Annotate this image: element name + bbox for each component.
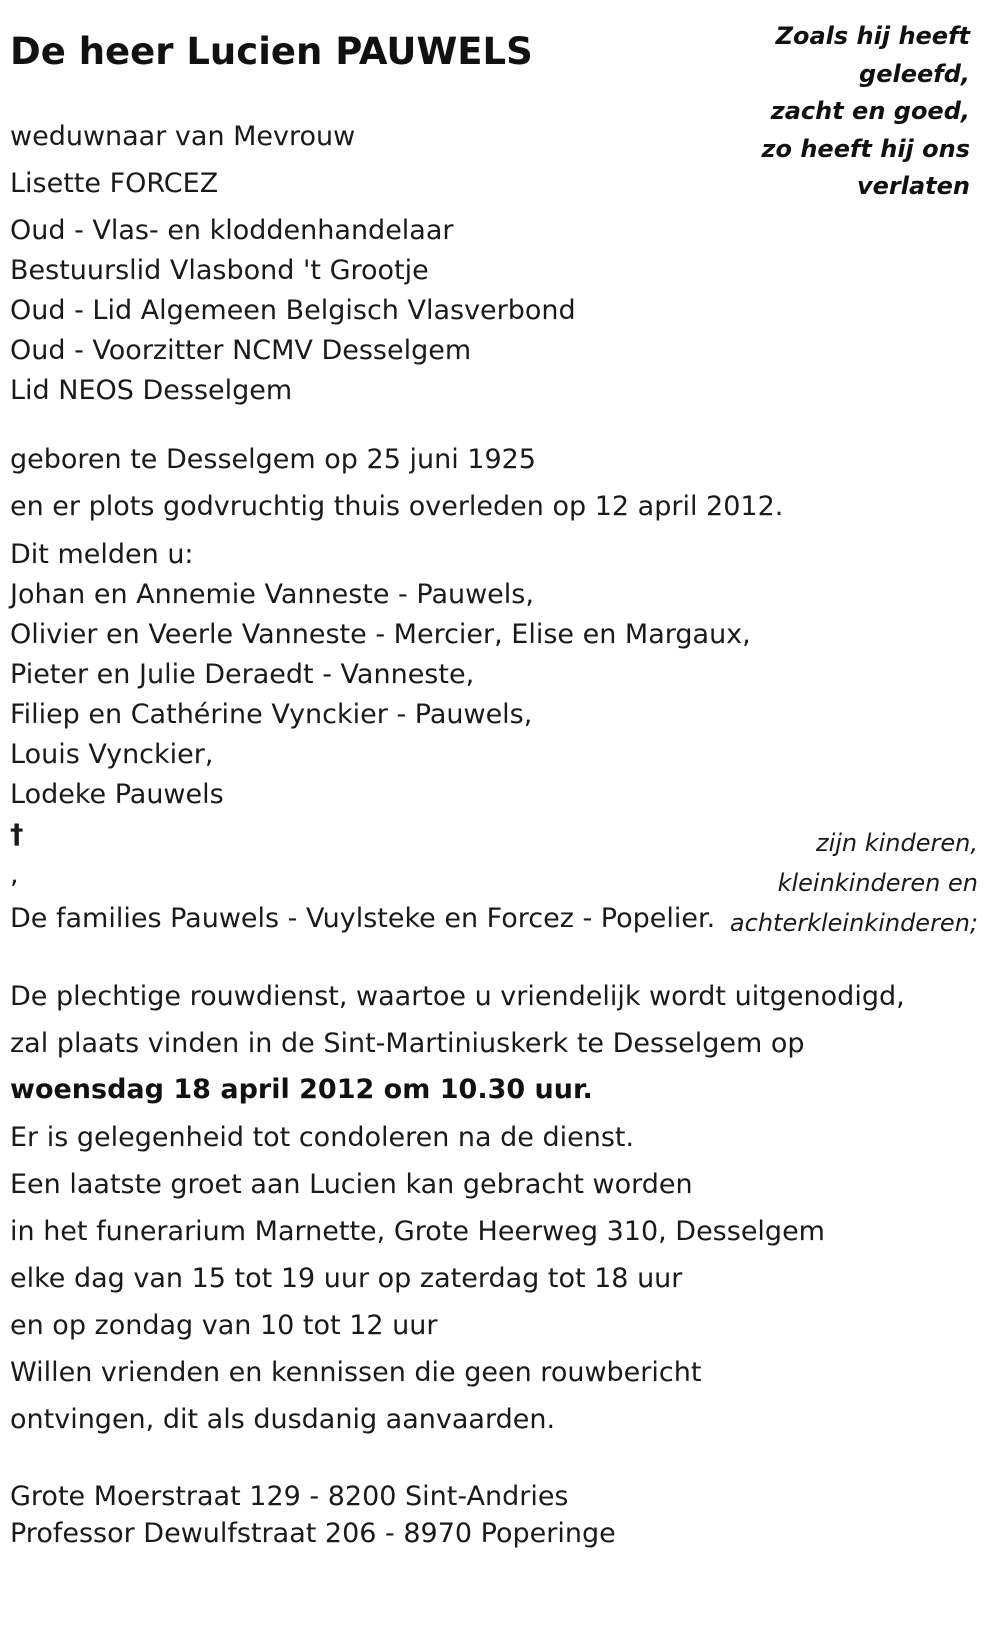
motto-line: zo heeft hij ons — [761, 134, 970, 163]
motto-line: zacht en goed, — [770, 97, 970, 125]
announcer-item: Filiep en Cathérine Vynckier - Pauwels, — [10, 699, 533, 730]
relation-line: achterkleinkinderen; — [729, 909, 978, 937]
relation-line: kleinkinderen en — [777, 869, 978, 897]
relation-line: zijn kinderen, — [815, 829, 978, 857]
motto-line: Zoals hij heeft — [775, 22, 970, 50]
announcer-item-deceased — [10, 775, 751, 895]
announcer-item: Louis Vynckier, — [10, 739, 214, 770]
title-item: Oud - Vlas- en kloddenhandelaar — [10, 215, 454, 246]
motto-quote — [762, 18, 970, 206]
service-line: Willen vrienden en kennissen die geen rouwbericht — [10, 1357, 702, 1388]
service-line: ontvingen, dit als dusdanig aanvaarden. — [10, 1404, 556, 1435]
relation-label — [730, 823, 978, 943]
announcer-item: Olivier en Veerle Vanneste - Mercier, Elise en Margaux, — [10, 619, 751, 650]
service-line: elke dag van 15 tot 19 uur op zaterdag tot 18 uur — [10, 1263, 683, 1294]
service-line: Een laatste groet aan Lucien kan gebracht worden — [10, 1169, 693, 1200]
announcers-list — [10, 535, 751, 895]
motto-line: geleefd, — [859, 59, 970, 88]
motto-line: verlaten — [856, 172, 970, 200]
death-line: en er plots godvruchtig thuis overleden op 12 april 2012. — [10, 491, 784, 522]
title-item: Bestuurslid Vlasbond 't Grootje — [10, 255, 429, 286]
announcer-item: Johan en Annemie Vanneste - Pauwels, — [10, 579, 534, 610]
address-line: Grote Moerstraat 129 - 8200 Sint-Andries — [10, 1481, 569, 1512]
birth-line: geboren te Desselgem op 25 juni 1925 — [10, 444, 536, 475]
cross-icon: † — [10, 819, 24, 850]
spouse-line: weduwnaar van Mevrouw — [10, 121, 356, 152]
punctuation: , — [10, 859, 19, 890]
deceased-name-heading: De heer Lucien PAUWELS — [10, 30, 533, 73]
service-line: zal plaats vinden in de Sint-Martiniuskerk te Desselgem op — [10, 1028, 805, 1059]
families-line: De families Pauwels - Vuylsteke en Forcez - Popelier. — [10, 903, 716, 934]
title-item: Oud - Lid Algemeen Belgisch Vlasverbond — [10, 295, 576, 326]
service-line: Er is gelegenheid tot condoleren na de dienst. — [10, 1122, 635, 1153]
service-line: in het funerarium Marnette, Grote Heerweg 310, Desselgem — [10, 1216, 825, 1247]
deceased-relative-name: Lodeke Pauwels — [10, 779, 224, 810]
announcers-intro: Dit melden u: — [10, 539, 194, 570]
spouse-name: Lisette FORCEZ — [10, 168, 219, 199]
service-line: en op zondag van 10 tot 12 uur — [10, 1310, 438, 1341]
announcer-item: Pieter en Julie Deraedt - Vanneste, — [10, 659, 475, 690]
service-line: De plechtige rouwdienst, waartoe u vriendelijk wordt uitgenodigd, — [10, 981, 905, 1012]
service-datetime: woensdag 18 april 2012 om 10.30 uur. — [10, 1074, 593, 1105]
title-item: Lid NEOS Desselgem — [10, 375, 293, 406]
title-item: Oud - Voorzitter NCMV Desselgem — [10, 335, 472, 366]
address-line: Professor Dewulfstraat 206 - 8970 Poperinge — [10, 1518, 616, 1549]
titles-list — [10, 211, 576, 411]
